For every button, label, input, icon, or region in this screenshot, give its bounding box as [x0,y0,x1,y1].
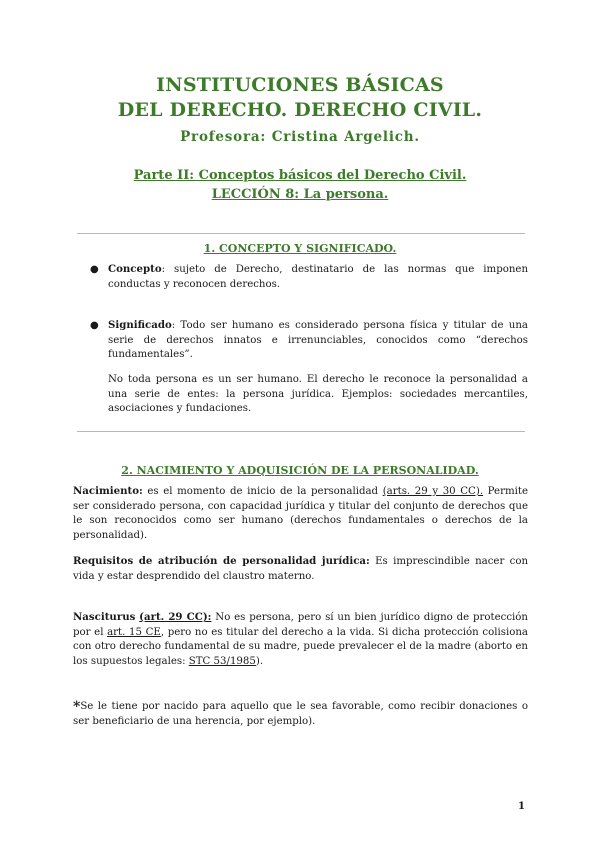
professor-name: Profesora: Cristina Argelich. [180,129,420,145]
significado-paragraph [108,318,528,363]
significado-text: : Todo ser humano es considerado persona física y titular de una serie de derechos innatos e irrenunciables, conocidos como “derechos fundamentales”. [108,320,528,360]
juridica-paragraph: No toda persona es un ser humano. El derecho le reconoce la personalidad a una serie de entes: la persona jurídica. Ejemplos: sociedades mercantiles, asociaciones y fundaciones. [108,374,528,414]
requisitos-paragraph [73,554,528,584]
concepto-text: : sujeto de Derecho, destinatario de las normas que imponen conductas y reconocen derechos. [108,264,528,290]
bullet-dot: ● [90,320,99,331]
note-paragraph [73,700,528,729]
nasciturus-label: Nasciturus [73,611,136,623]
part-heading: Parte II: Conceptos básicos del Derecho Civil. [133,168,467,183]
nasciturus-paragraph [73,610,528,669]
nasciturus-article-ref2: art. 15 CE [107,626,161,638]
requisitos-label: Requisitos de atribución de personalidad jurídica: [73,555,370,567]
nacimiento-article-ref: (arts. 29 y 30 CC). [382,486,484,497]
significado-label: Significado [108,319,172,331]
concepto-paragraph [108,262,528,292]
nasciturus-article-ref: (art. 29 CC): [139,611,212,623]
lesson-heading: LECCIÓN 8: La persona. [211,187,389,202]
nasciturus-text-b: , pero no es titular del derecho a la vida. Si dicha protección colisiona con otro derecho fundamental de su madre, puede prevalecer el de la madre (aborto en los supuestos legales: [73,626,528,667]
nacimiento-text-a: es el momento de inicio de la personalidad [142,486,383,497]
section1-heading: 1. CONCEPTO Y SIGNIFICADO. [203,242,397,255]
nacimiento-paragraph [73,484,528,543]
bullet-dot: ● [90,264,99,275]
section-divider [77,431,525,432]
page-number: 1 [518,801,525,812]
section2-heading: 2. NACIMIENTO Y ADQUISICIÓN DE LA PERSONALIDAD. [121,464,479,477]
note-asterisk: * [73,699,81,715]
document-title-line1: INSTITUCIONES BÁSICAS [156,74,444,96]
nasciturus-text-c: ). [255,655,264,667]
nasciturus-text-a: No es persona, pero sí un bien jurídico digno de protección por el [73,612,528,638]
document-title-line2: DEL DERECHO. DERECHO CIVIL. [117,99,483,121]
requisitos-text: Es imprescindible nacer con vida y estar desprendido del claustro materno. [73,556,529,582]
note-text: Se le tiene por nacido para aquello que le sea favorable, como recibir donaciones o ser beneficiario de una herencia, por ejemplo). [73,701,528,727]
nacimiento-text-b: Permite ser considerado persona, con capacidad jurídica y titular del conjunto de derechos que le son reconocidos como ser humano (derechos fundamentales o derechos de la personalidad). [73,486,529,541]
nasciturus-stc-ref: STC 53/1985 [188,655,256,667]
nacimiento-label: Nacimiento: [73,485,143,497]
section-divider [77,233,525,234]
concepto-label: Concepto [108,263,162,275]
